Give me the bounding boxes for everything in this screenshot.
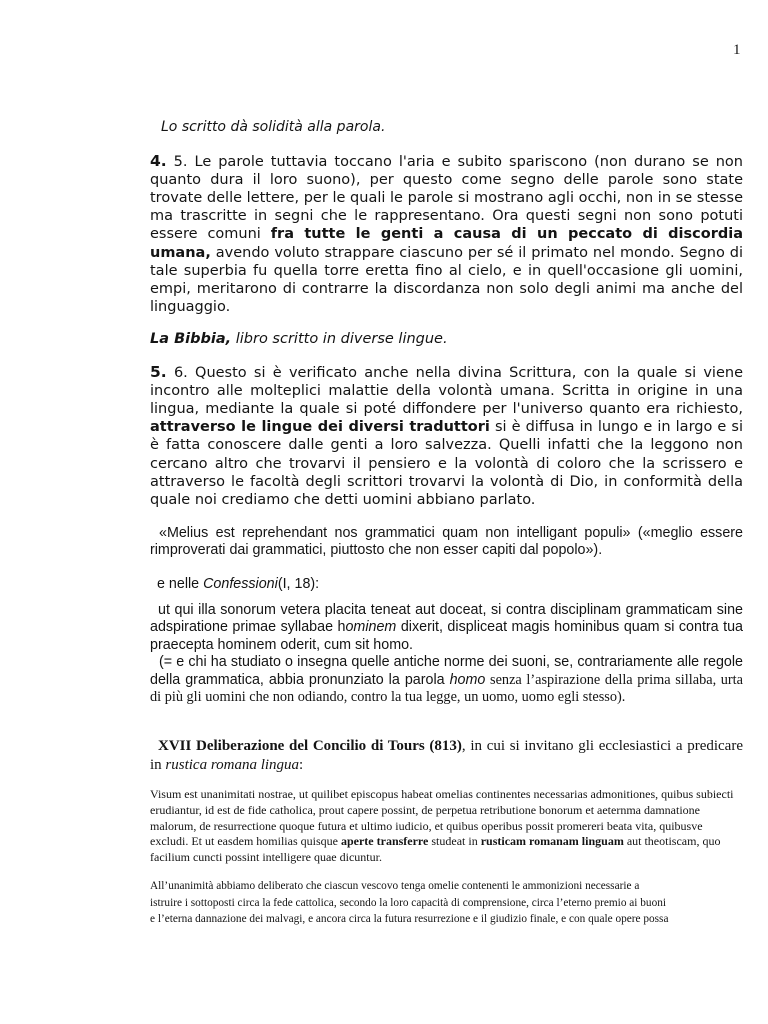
paragraph-4: [150, 152, 743, 316]
latin-quote-text: dixerit, displiceat magis hominibus quam si contra tua praecepta hominem oderit, cum sit homo.: [150, 619, 743, 653]
section-heading-bibbia: [150, 330, 743, 348]
latin-decree-text: Visum est unanimitati nostrae, ut quilibet episcopus habeat omelias continentes necessarias admonitiones, quibus subiecti erudiantur, id est de fide catholica, prout capere possint, de perpetua retributione bonorum et aeternma damnatione malorum, de resurrectione quoque futura et ultimo iudicio, et quibus operibus possit promereri beata vita, quibusve excludi. Et ut easdem homilias quisque: [150, 787, 734, 849]
latin-decree-bold: aperte transferre: [340, 834, 429, 849]
latin-quote-text: ut qui illa sonorum vetera placita teneat aut doceat, si contra disciplinam grammaticam sine adspiratione primae syllabae h: [150, 602, 743, 636]
latin-quote-italic: ominem: [345, 619, 397, 636]
latin-decree-bold: rusticam romanam linguam: [480, 834, 624, 849]
section-17-heading: [150, 737, 743, 775]
confessioni-ref: (I, 18):: [277, 575, 320, 592]
section-number: 4.: [150, 152, 167, 171]
text-line: e l’eterna dannazione dei malvagi, e ancora circa la futura resurrezione e il giudizio finale, e con quale opere possa: [150, 912, 669, 925]
paragraph-text: avendo voluto strappare ciascuno per sé il primato nel mondo. Segno di tale superbia fu quella torre eretta fino al cielo, e in quell'occasione gli uomini, empi, meritarono di contrarre la discordanza non solo degli animi ma anche del linguaggio.: [150, 244, 743, 315]
document-body: [150, 118, 743, 927]
paragraph-text: 6. Questo si è verificato anche nella divina Scrittura, con la quale si viene incontro alle molteplici malattie della volontà umana. Scritta in origine in una lingua, mediante la quale si poté diffondere per l'universo quanto era richiesto,: [150, 365, 743, 418]
latin-decree: [150, 787, 743, 865]
section-17-italic: rustica romana lingua: [165, 757, 300, 774]
page-number: 1: [733, 42, 741, 58]
latin-quote: [150, 602, 743, 654]
confessioni-pre: e nelle: [157, 575, 204, 592]
confessioni-intro: [157, 576, 743, 593]
confessioni-title: Confessioni: [203, 575, 278, 592]
bold-phrase: attraverso le lingue dei diversi traduttori: [150, 419, 490, 436]
section-17-title: XVII Deliberazione del Concilio di Tours (813): [158, 738, 462, 755]
latin-decree-text: studeat in: [428, 834, 481, 849]
section-17-text: :: [299, 757, 304, 774]
latin-decree-text: aut theotiscam, quo facilium cuncti possint intelligere quae dicuntur.: [150, 834, 721, 864]
section-heading-scritto: Lo scritto dà solidità alla parola.: [161, 119, 386, 135]
text-line: istruire i sottoposti circa la fede cattolica, secondo la loro capacità di comprensione, circa l’eterno premio ai buoni: [150, 896, 667, 909]
section-17-text: , in cui si invitano gli ecclesiastici a predicare in: [150, 738, 743, 774]
italian-translation: [150, 878, 743, 927]
melius-quote: «Melius est reprehendant nos grammatici quam non intelligant populi» («meglio essere rimproverati dai grammatici, piuttosto che non esser capiti dal popolo»).: [150, 524, 743, 559]
translation-italic: homo: [449, 671, 486, 688]
translation-paragraph: [150, 654, 743, 706]
section-number: 5.: [150, 363, 167, 382]
paragraph-text: si è diffusa in lungo e in largo e si è fatta conoscere dalle genti a loro salvezza. Quelli infatti che la leggono non cercano altro che trovarvi il pensiero e la volontà di coloro che la scrissero e attraverso le facoltà degli scrittori trovarvi la volontà di Dio, in conformità della quale noi crediamo che detti uomini abbiano parlato.: [150, 419, 743, 508]
text-line: All’unanimità abbiamo deliberato che ciascun vescovo tenga omelie contenenti le ammonizioni necessarie a: [150, 880, 640, 893]
paragraph-text: 5. Le parole tuttavia toccano l'aria e subito spariscono (non durano se non quanto dura il loro suono), per questo come segno delle parole sono state trovate delle lettere, per le quali le parole si mostrano agli occhi, non in se stesse ma trascritte in segni che le rappresentano. Ora questi segni non sono potuti essere comuni: [150, 154, 743, 243]
translation-text: (= e chi ha studiato o insegna quelle antiche norme dei suoni, se, contrariamente alle regole della grammatica, abbia pronunziato la parola: [150, 654, 743, 688]
paragraph-5: [150, 363, 743, 509]
heading-rest: libro scritto in diverse lingue.: [231, 330, 448, 347]
heading-bold: La Bibbia,: [150, 330, 232, 347]
bold-phrase: fra tutte le genti a causa di un peccato di discordia umana,: [150, 226, 743, 261]
translation-text: senza l’aspirazione della prima sillaba, urta di più gli uomini che non odiando, contro la tua legge, un uomo, uomo egli stesso).: [150, 671, 743, 706]
